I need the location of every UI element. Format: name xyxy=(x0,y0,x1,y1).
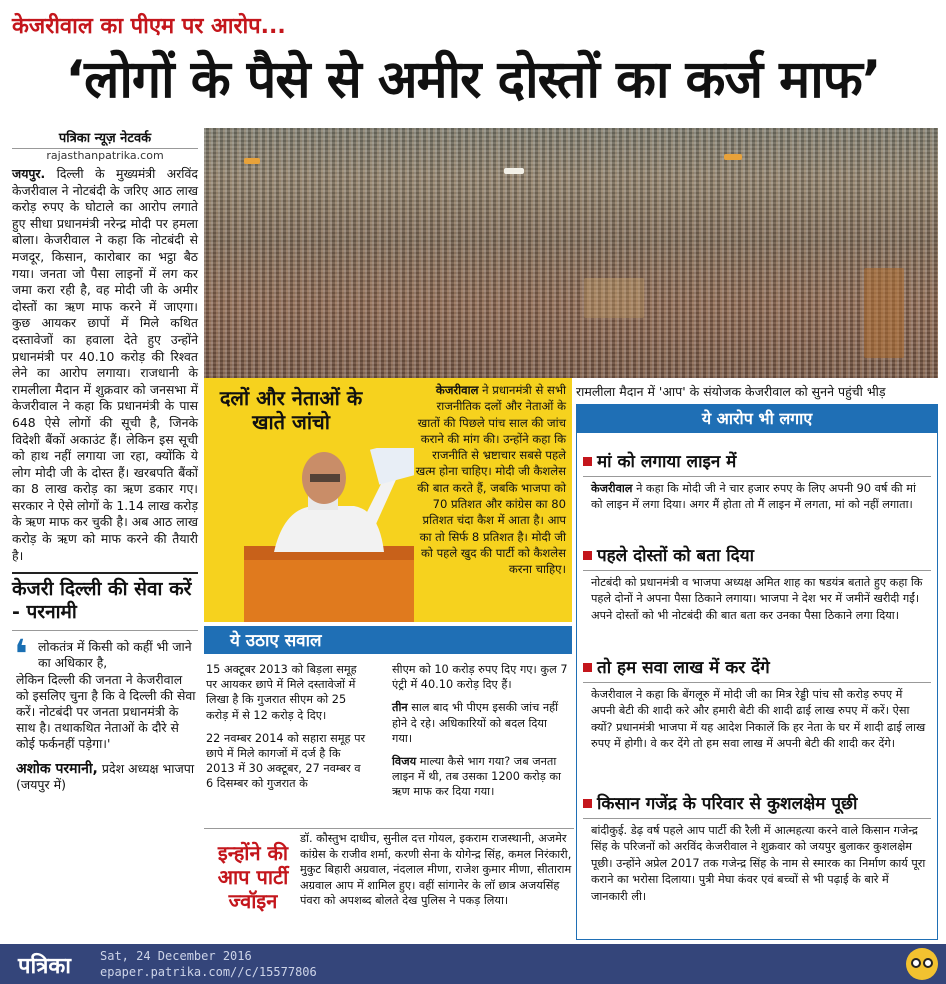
question-3: सीएम को 10 करोड़ रुपए दिए गए। कुल 7 एंट्री में 40.10 करोड़ दिए हैं। xyxy=(392,663,568,692)
question-5 xyxy=(392,754,568,800)
quote-rest: लेकिन दिल्ली की जनता ने केजरीवाल को इसलिए चुना है कि वे दिल्ली की सेवा करें। नोटबंदी पर जनता प्रधानमंत्री के साथ है। तथाकथित नेताओं के दौरे से कोई फर्कनहीं पड़ेगा।' xyxy=(16,671,196,752)
quote-role: प्रदेश अध्यक्ष भाजपा (जयपुर में) xyxy=(16,760,195,792)
question-5-text: माल्या कैसे भाग गया? जब जनता लाइन में थी, तब उसका 1200 करोड़ का ऋण माफ कर दिया गया। xyxy=(392,755,561,799)
subhead-parnami: केजरी दिल्ली की सेवा करें - परनामी xyxy=(12,572,198,624)
allegation-3-text: केजरीवाल ने कहा कि बेंगलूरु में मोदी जी का मित्र रेड्डी पांच सौ करोड़ रुपए में अपनी बेटी की शादी करे और हमारी बेटी की शादी ढाई लाख रुपए में करें। ऐसा क्यों? प्रधानमंत्री भाजपा में यह आदेश निकालें कि हर नेता के घर में शादी ढाई लाख रुपए में होगी। वे कर देंगे तो हम सवा लाख में अपनी बेटी की शादी कर देंगे। xyxy=(591,688,926,751)
question-4-text: साल बाद भी पीएम इसकी जांच नहीं होने दे रहे। अधिकारियों को बदल दिया गया। xyxy=(392,701,559,745)
allegation-2-text: नोटबंदी को प्रधानमंत्री व भाजपा अध्यक्ष अमित शाह का षडयंत्र बताते हुए कहा कि पहले दोनों ने अपना पैसा ठिकाने लगाया। भाजपा ने देश भर में जमीनें खरीदी गईं। अपने दोस्तों को भी नोटबंदी की बात बता कर उनका पैसा ठिकाने लगा दिया। xyxy=(591,576,923,622)
allegation-2-title: पहले दोस्तों को बता दिया xyxy=(577,545,937,567)
photo-caption: रामलीला मैदान में 'आप' के संयोजक केजरीवाल को सुनने पहुंची भीड़ xyxy=(576,384,886,399)
lead-body xyxy=(12,166,198,564)
footer-url[interactable]: epaper.patrika.com//c/15577806 xyxy=(100,965,317,979)
demand-name: केजरीवाल xyxy=(435,383,479,397)
demand-text xyxy=(414,382,566,578)
allegation-1-lead: केजरीवाल xyxy=(591,482,633,495)
questions-label: ये उठाए सवाल xyxy=(230,631,322,651)
allegation-1-body: ने कहा कि मोदी जी ने चार हजार रुपए के लिए अपनी 90 वर्ष की मां को लाइन में लगा दिया। अगर मैं होता तो मैं लाइन में लगता, मां को नहीं लगाता। xyxy=(591,482,916,512)
joined-text: डॉ. कौस्तुभ दाधीच, सुनील दत्त गोयल, इकराम राजस्थानी, अजमेर कांग्रेस के राजीव शर्मा, करणी सेना के योगेन्द्र सिंह, कमल निरंकारी, मुकुट बिहारी अग्रवाल, नंदलाल मीणा, राजेश कुमार मीणा, सीताराम अग्रवाल आप में शामिल हुए। वहीं सांगानेर के लॉ छात्र अजयसिंह पंवरा को अपशब्द बोलते देख पुलिस ने पकड़ लिया। xyxy=(300,832,572,908)
lead-text: दिल्ली के मुख्यमंत्री अरविंद केजरीवाल ने नोटबंदी के जरिए आठ लाख करोड़ रुपए के घोटाले का आरोप लगाते हुए सीधा प्रधानमंत्री नरेन्द्र मोदी पर हमला बोला। केजरीवाल ने कहा कि नोटबंदी से मजदूर, किसान, कारोबार का भट्ठा बैठ गया। जनता जो पैसा लाइनों में लग कर जमा करा रही है, वह मोदी जी के अमीर दोस्तों का ऋण माफ करने में जाएगा। कुछ आयकर छापों में मिले कथित दस्तावेजों का हवाला देते हुए उन्होंने प्रधानमंत्री पर 40.10 करोड़ की रिश्वत लेने का आरोप लगाया। राजधानी के रामलीला मैदान में शुक्रवार को जनसभा में केजरीवाल ने कहा कि प्रधानमंत्री के पास 648 ऐसे लोगों की सूची है, जिनके विदेशी बैंकों अकाउंट हैं। लेकिन इस सूची को हाथ नहीं लगाया जा रहा, क्योंकि ये लोग मोदी जी के दोस्त हैं। खरबपति बैंकों का 8 लाख करोड़ का ऋण डकार गए। सरकार ने ऐसे लोगों के 1.14 लाख करोड़ के ऋण माफ कर चुकी है। अब आठ लाख करोड़ के ऋण को माफ करने की तैयारी है। xyxy=(12,166,198,563)
allegation-2 xyxy=(577,545,937,624)
allegation-4-title: किसान गजेंद्र के परिवार से कुशलक्षेम पूछी xyxy=(577,793,937,815)
crowd-photo xyxy=(204,128,938,378)
quote-signature xyxy=(16,761,198,793)
allegation-1-title: मां को लगाया लाइन में xyxy=(577,451,937,473)
question-1: 15 अक्टूबर 2013 को बिड़ला समूह पर आयकर छापे में मिले दस्तावेजों में लिखा है कि गुजरात सीएम को 25 करोड़ में से 12 करोड़ दे दिए। xyxy=(206,663,357,722)
demand-title: दलों और नेताओं के खाते जांचो xyxy=(219,386,363,434)
allegation-3 xyxy=(577,657,937,753)
quote-icon: ❛ xyxy=(14,632,28,679)
allegation-4-text: बांदीकुई. डेढ़ वर्ष पहले आप पार्टी की रैली में आत्महत्या करने वाले किसान गजेन्द्र सिंह के परिजनों को अरविंद केजरीवाल ने शुक्रवार को जयपुर बुलाकर कुशलक्षेम पूछी। उन्होंने अप्रेल 2017 तक गजेन्द्र सिंह के नाम से स्मारक का निर्माण कार्य पूरा कराने का भरोसा दिलाया। पुत्री मेघा कंवर एवं बच्चों से भी पढ़ाई के बारे में जानकारी ली। xyxy=(591,824,926,903)
quote-first: लोकतंत्र में किसी को कहीं भी जाने का अधिकार है, xyxy=(38,639,192,671)
demand-body: ने प्रधानमंत्री से सभी राजनीतिक दलों और नेताओं के खातों की पिछले पांच साल की जांच कराने की मांग की। उन्होंने कहा कि राजनीति से भ्रष्टाचार सबसे पहले खत्म होना चाहिए। मोदी जी कैशलेस की बात करते हैं, जबकि भाजपा को 70 प्रतिशत और कांग्रेस का 80 प्रतिशत चंदा कैश में आता है। आप का तो सिर्फ 8 प्रतिशत है। मोदी जी को पहले खुद की पार्टी को कैशलेस करना चाहिए। xyxy=(415,383,566,577)
lead-article xyxy=(12,128,198,793)
questions-band xyxy=(204,626,572,654)
allegation-1 xyxy=(577,451,937,514)
question-4 xyxy=(392,700,568,746)
questions-col-1 xyxy=(206,662,370,800)
headline: ‘लोगों के पैसे से अमीर दोस्तों का कर्ज माफ’ xyxy=(65,50,881,110)
allegation-3-title: तो हम सवा लाख में कर देंगे xyxy=(577,657,937,679)
quote-name: अशोक परमानी, xyxy=(16,760,98,777)
kicker: केजरीवाल का पीएम पर आरोप... xyxy=(12,14,286,39)
allegation-1-text xyxy=(577,481,937,514)
kejriwal-photo xyxy=(244,448,414,622)
joined-label: इन्होंने की आप पार्टी ज्वॉइन xyxy=(217,841,289,913)
patrika-logo: पत्रिका xyxy=(18,954,71,979)
allegations-box xyxy=(576,404,938,940)
byline: पत्रिका न्यूज़ नेटवर्क xyxy=(12,128,198,149)
footer-meta xyxy=(100,948,317,980)
allegation-4 xyxy=(577,793,937,905)
site-url: rajasthanpatrika.com xyxy=(46,149,164,162)
question-2: 22 नवम्बर 2014 को सहारा समूह पर छापे में मिले कागजों में दर्ज है कि 2013 में 30 अक्टूबर, 27 नवम्बर व 6 दिसम्बर को गुजरात के xyxy=(206,731,366,791)
joined-box xyxy=(204,828,574,940)
owl-icon xyxy=(906,948,938,980)
question-5-lead: विजय xyxy=(392,755,417,769)
question-4-lead: तीन xyxy=(392,701,408,715)
footer-date: Sat, 24 December 2016 xyxy=(100,949,252,963)
quote-box xyxy=(12,630,198,793)
demand-box xyxy=(204,378,572,622)
dateline: जयपुर. xyxy=(12,166,46,181)
questions-col-2 xyxy=(392,662,568,808)
allegations-head: ये आरोप भी लगाए xyxy=(577,405,937,433)
footer-bar xyxy=(0,944,946,984)
